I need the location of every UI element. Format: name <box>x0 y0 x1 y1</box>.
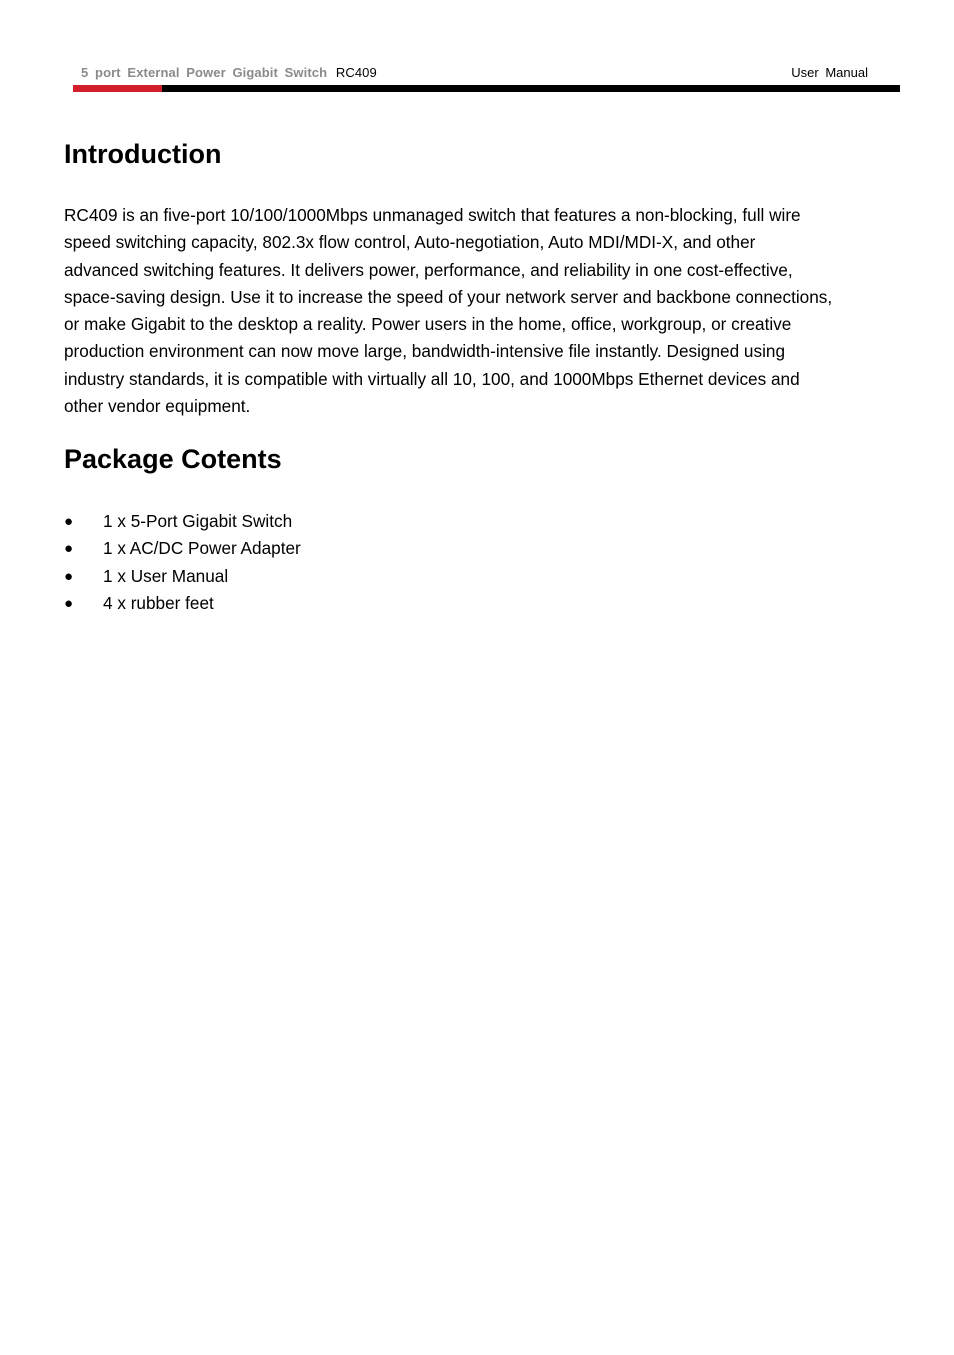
paragraph-line: or make Gigabit to the desktop a reality. Power users in the home, office, workgroup, or creative <box>64 314 792 335</box>
header-product-title <box>81 65 377 80</box>
list-item-text: 1 x 5-Port Gigabit Switch <box>103 511 293 531</box>
introduction-paragraph <box>64 202 894 420</box>
introduction-heading: Introduction <box>64 139 222 169</box>
header-model: RC409 <box>335 65 377 80</box>
header-product-name: 5 port External Power Gigabit Switch <box>81 65 328 80</box>
bullet-icon: ● <box>64 594 74 612</box>
paragraph-line: advanced switching features. It delivers power, performance, and reliability in one cost-effective, <box>64 259 793 280</box>
paragraph-line: speed switching capacity, 802.3x flow control, Auto-negotiation, Auto MDI/MDI-X, and other <box>64 232 756 253</box>
bullet-icon: ● <box>64 540 74 558</box>
list-item-text: 4 x rubber feet <box>103 592 214 613</box>
package-contents-heading: Package Cotents <box>64 444 282 474</box>
paragraph-line: other vendor equipment. <box>64 396 251 417</box>
header-doc-type: User Manual <box>791 65 868 80</box>
page-header <box>73 63 900 83</box>
list-item-text: 1 x AC/DC Power Adapter <box>103 538 301 559</box>
header-rule-accent <box>73 85 162 92</box>
bullet-icon: ● <box>64 513 74 530</box>
paragraph-line: space-saving design. Use it to increase the speed of your network server and backbone connections, <box>64 286 833 307</box>
bullet-icon: ● <box>64 567 74 585</box>
header-rule <box>73 85 900 92</box>
paragraph-line: RC409 is an five-port 10/100/1000Mbps unmanaged switch that features a non-blocking, full wire <box>64 205 801 225</box>
list-item-text: 1 x User Manual <box>103 565 229 586</box>
paragraph-line: industry standards, it is compatible with virtually all 10, 100, and 1000Mbps Ethernet devices and <box>64 368 800 389</box>
paragraph-line: production environment can now move large, bandwidth-intensive file instantly. Designed using <box>64 341 786 362</box>
